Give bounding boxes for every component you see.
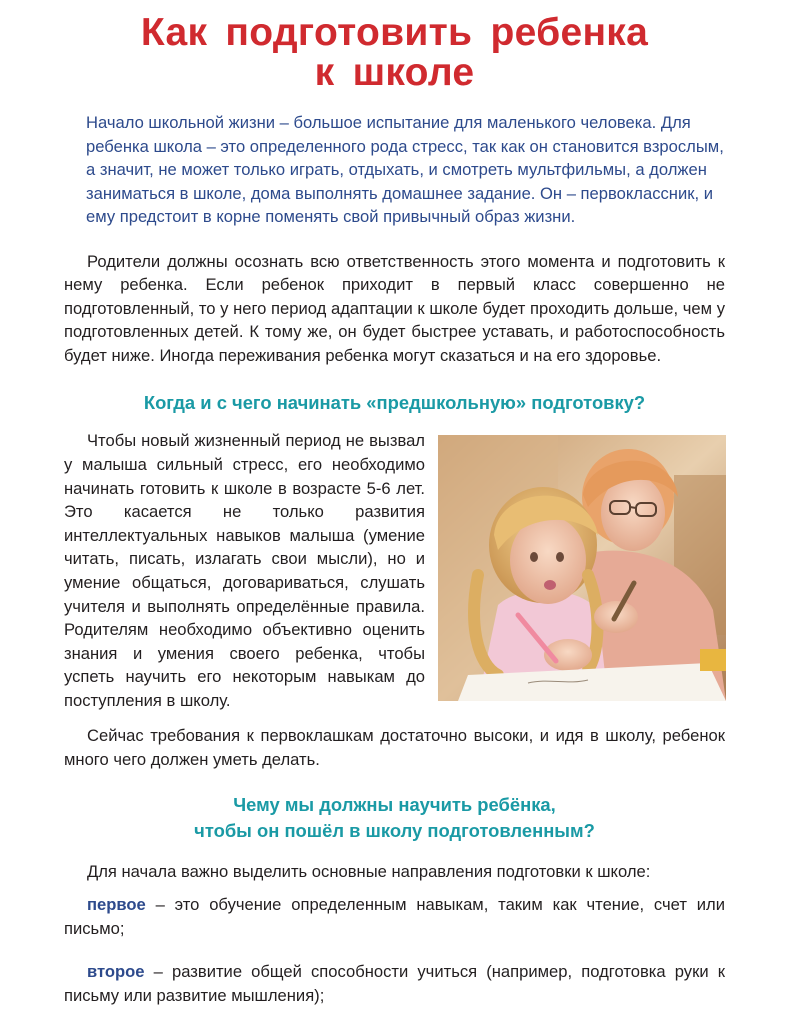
paragraph-requirements: Сейчас требования к первоклашкам достаточно высоки, и идя в школу, ребенок много чего должен уметь делать. <box>64 726 725 770</box>
page-title <box>0 0 789 93</box>
section-heading-when: Когда и с чего начинать «предшкольную» подготовку? <box>143 392 646 414</box>
section-when <box>0 429 789 719</box>
lead-paragraph: Для начала важно выделить основные направления подготовки к школе: <box>87 861 651 881</box>
list-item-text: – это обучение определенным навыкам, таким как чтение, счет или письмо; <box>64 895 725 938</box>
list-item <box>64 960 725 1007</box>
paragraph-responsibility: Родители должны осознать всю ответственность этого момента и подготовить к нему ребенка. Если ребенок приходит в первый класс совершенно не подготовленный, то у него период адаптации к школе будет проходить дольше, чем у подготовленных детей. К тому же, он будет быстрее уставать, и работоспособность будет ниже. Иногда переживания ребенка могут сказаться и на его здоровье. <box>64 251 725 365</box>
title-line-1: Как подготовить ребенка <box>140 11 649 54</box>
section-heading-what-line-1: Чему мы должны научить ребёнка, <box>233 793 556 815</box>
section-heading-what-line-2: чтобы он пошёл в школу подготовленным? <box>194 819 595 841</box>
mother-and-daughter-writing-photo <box>438 435 726 701</box>
list-item-text: – развитие общей способности учиться (например, подготовка руки к письму или развитие мышления); <box>64 962 725 1006</box>
intro-paragraph: Начало школьной жизни – большое испытание для маленького человека. Для ребенка школа – это определенного рода стресс, так как он становится взрослым, а значит, не может только играть, отдыхать, и смотреть мультфильмы, а должен заниматься в школе, дома выполнять домашнее задание. Он – первоклассник, и ему предстоит в корне поменять свой привычный образ жизни. <box>86 113 724 226</box>
list-item-keyword: второе <box>87 962 145 982</box>
section-heading-what <box>0 792 789 844</box>
paragraph-age: Чтобы новый жизненный период не вызвал у малыша сильный стресс, его необходимо начинать готовить к школе в возрасте 5-6 лет. Это касается не только развития интеллектуальных навыков малыша (умение читать, писать, излагать свои мысли), но и умение общаться, договариваться, слушать учителя и выполнять определённые правила. Родителям необходимо объективно оценить знания и умения своего ребенка, чтобы успеть научить его некоторым навыкам до поступления в школу. <box>64 431 425 710</box>
list-item-keyword: первое <box>87 895 146 915</box>
list-item <box>64 893 725 940</box>
title-line-2: к школе <box>314 51 475 94</box>
